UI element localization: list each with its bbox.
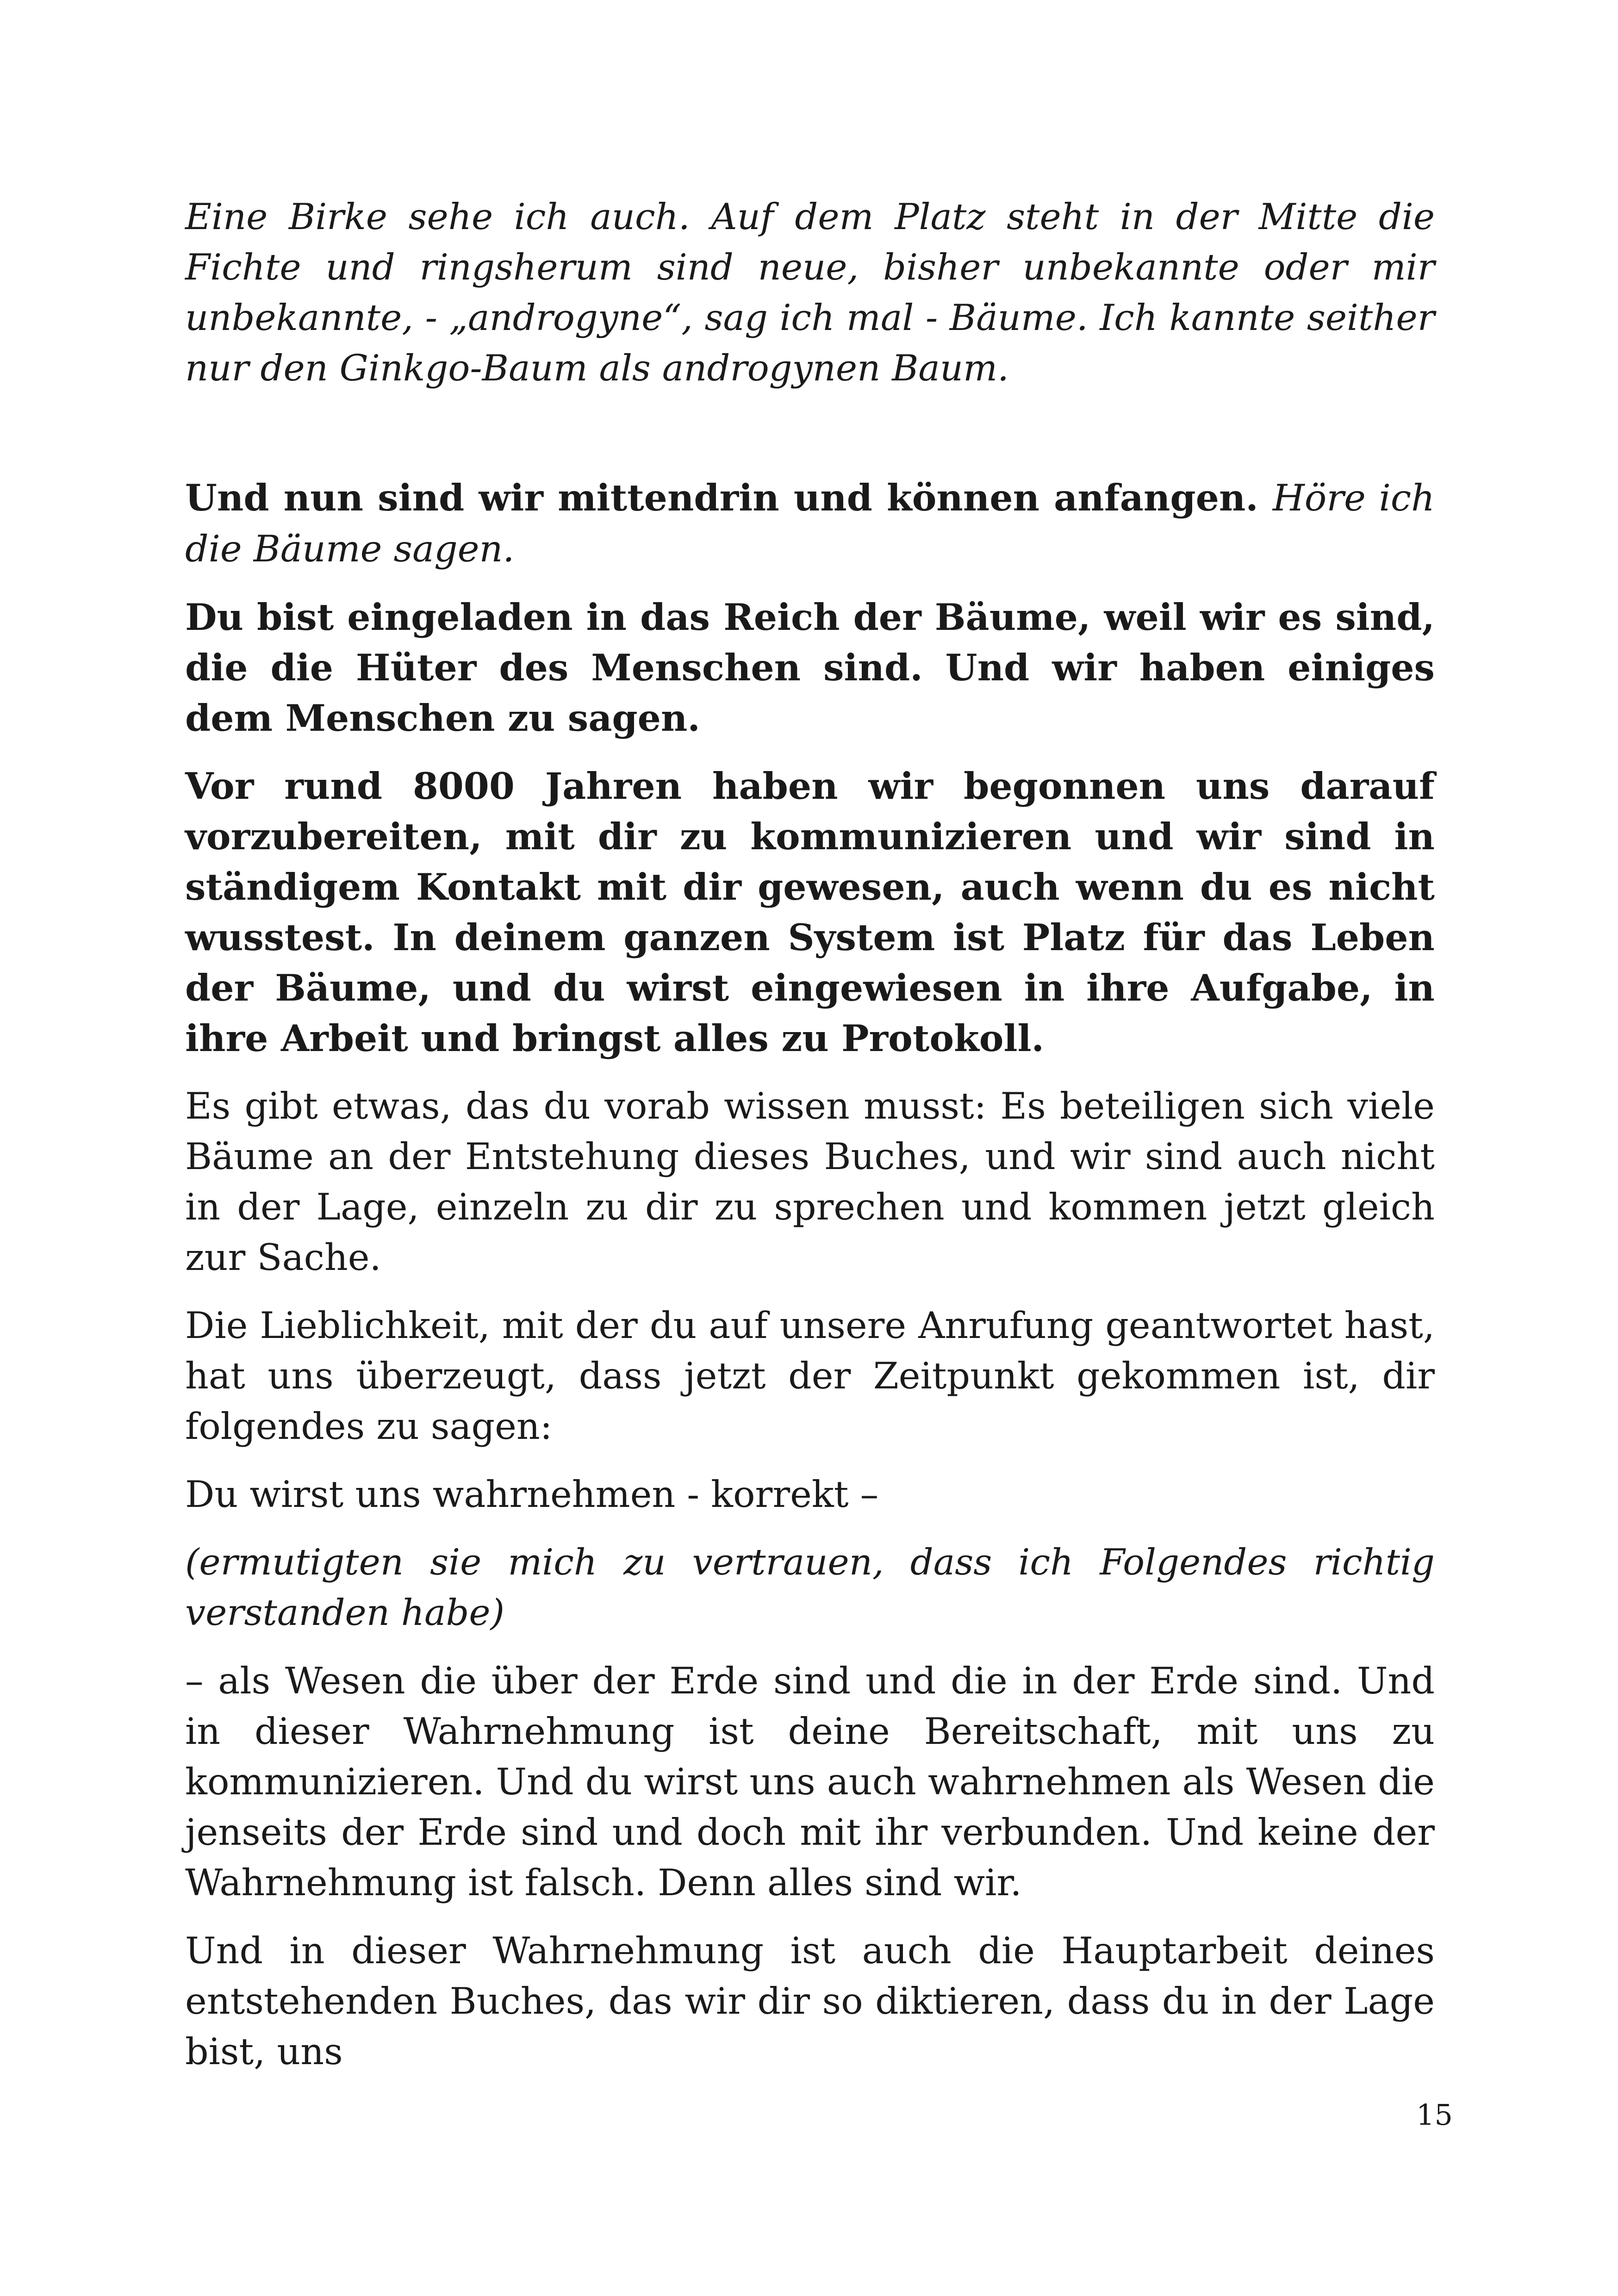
paragraph-birke: Eine Birke sehe ich auch. Auf dem Platz steht in der Mitte die Fichte und ringsherum sind neue, bisher unbekannte oder mir unbekannte, - „androgyne“, sag ich mal - Bäume. Ich kannte seither nur den Ginkgo-Baum als androgynen Baum. (185, 196, 1435, 389)
paragraph-wahrnehmen: Du wirst uns wahrnehmen - korrekt – (185, 1473, 879, 1516)
page-body (185, 192, 1435, 2077)
paragraph-8000-jahren: Vor rund 8000 Jahren haben wir begonnen uns darauf vorzubereiten, mit dir zu kommunizieren und wir sind in ständigem Kontakt mit dir gewesen, auch wenn du es nicht wusstest. In deinem ganzen System ist Platz für das Leben der Bäume, und du wirst eingewiesen in ihre Aufgabe, in ihre Arbeit und bringst alles zu Protokoll. (185, 765, 1435, 1060)
paragraph-reich-der-baeume: Du bist eingeladen in das Reich der Bäume, weil wir es sind, die die Hüter des Menschen sind. Und wir haben einiges dem Menschen zu sagen. (185, 596, 1435, 740)
page-number: 15 (1416, 2098, 1453, 2132)
paragraph-mittendrin-italic: Höre ich die Bäume sagen. (185, 477, 1435, 570)
paragraph-vorab-wissen: Es gibt etwas, das du vorab wissen musst: Es beteiligen sich viele Bäume an der Entstehung dieses Buches, und wir sind auch nicht in der Lage, einzeln zu dir zu sprechen und kommen jetzt gleich zur Sache. (185, 1085, 1435, 1279)
paragraph-mittendrin-bold: Und nun sind wir mittendrin und können anfangen. (185, 476, 1258, 519)
paragraph-lieblichkeit: Die Lieblichkeit, mit der du auf unsere Anrufung geantwortet hast, hat uns überzeugt, dass jetzt der Zeitpunkt gekommen ist, dir folgendes zu sagen: (185, 1304, 1435, 1448)
paragraph-hauptarbeit: Und in dieser Wahrnehmung ist auch die Hauptarbeit deines entstehenden Buches, das wir dir so diktieren, dass du in der Lage bist, uns (185, 1929, 1435, 2073)
paragraph-als-wesen: – als Wesen die über der Erde sind und die in der Erde sind. Und in dieser Wahrnehmung ist deine Bereitschaft, mit uns zu kommunizieren. Und du wirst uns auch wahrnehmen als Wesen die jenseits der Erde sind und doch mit ihr verbunden. Und keine der Wahrnehmung ist falsch. Denn alles sind wir. (185, 1660, 1435, 1904)
paragraph-mittendrin (185, 473, 1435, 574)
paragraph-ermutigten: (ermutigten sie mich zu vertrauen, dass ich Folgendes richtig verstanden habe) (185, 1542, 1435, 1634)
